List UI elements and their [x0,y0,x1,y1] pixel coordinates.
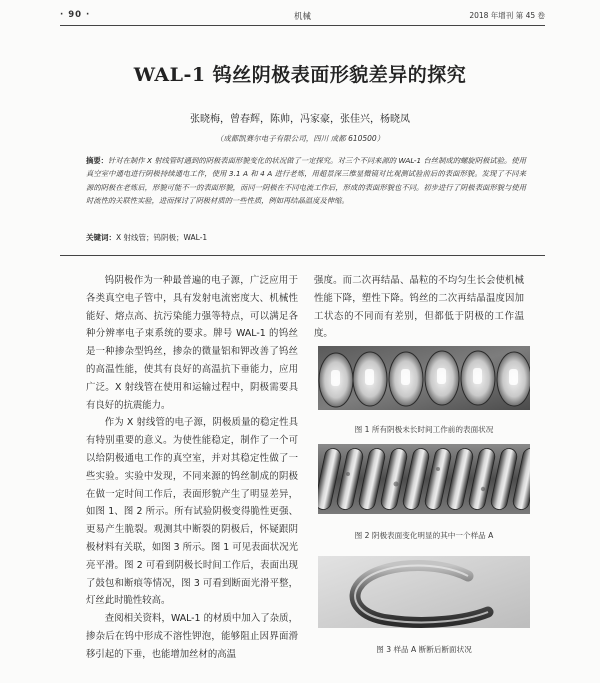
figure-1-caption: 图 1 所有阴极未长时间工作前的表面状况 [354,425,494,434]
keywords-label: 关键词： [86,233,116,242]
body-paragraph: 强度。而二次再结晶、晶粒的不均匀生长会使机械性能下降，塑性下降。钨丝的二次再结晶温度因加工状态的不同而有差别，但都低于阴极的工作温度。 [314,275,524,340]
abstract-rule [60,255,545,256]
page-header [60,8,545,24]
page-number: · 90 · [60,10,91,20]
keywords-text: X 射线管；钨阴极；WAL-1 [116,233,208,242]
abstract [86,154,526,208]
figure-3-caption: 图 3 样品 A 断断后断面状况 [376,645,472,654]
body-right-column [314,272,524,343]
author-list: 张晓梅，曾春辉，陈帅，冯家豪，张佳兴，杨晓凤 [190,114,410,125]
journal-name: 机械 [293,12,311,22]
body-paragraph: 查阅相关资料，WAL-1 的材质中加入了杂质，掺杂后在钨中形成不溶性钾泡，能够阻止因界面滑移引起的下垂，也能增加丝材的高温 [86,613,298,660]
abstract-text: 针对在制作 X 射线管时遇到的阴极表面形貌变化的状况做了一定探究。对三个不同来源的 WAL-1 台丝制成的螺旋阴极试验。使用真空室中通电进行阴极持续通电工作，使用 3.1 A 和 4 A 进行老炼，用超景深三维显微镜对比观测试验前后的表面形貌。发现了不同来源的阴极在老炼后，形貌可能不一的表面形貌，而同一阴极在不同电流工作后，形成的表面形貌也不同。初步进行了阴极表面形貌与使用时流性的关联性实验，进而探讨了阴极材质的一些性质，例如再结晶温度及伸缩。 [86,156,527,206]
paper-title: WAL-1 钨丝阴极表面形貌差异的探究 [133,64,467,86]
figure-2-caption: 图 2 阴极表面变化明显的其中一个样品 A [354,531,494,540]
body-paragraph: 钨阴极作为一种最普遍的电子源，广泛应用于各类真空电子管中，具有发射电流密度大、机械性能好、熔点高、抗污染能力强等特点，可以满足各种分辨率电子束系统的要求。牌号 WAL-1 的钨丝是一种掺杂型钨丝，掺杂的微量铝和钾改善了钨丝的高温性能，使其有良好的高温抗下垂能力，应用广泛。X 射线管在使用和运输过程中，阴极需要具有良好的抗震能力。 [86,275,298,411]
figure-1-image [318,346,530,410]
abstract-label: 摘要： [86,156,108,165]
figure-2-image [318,444,530,514]
figure-3-image [318,556,530,628]
journal-issue: 2018 年增刊 第 45 卷 [469,11,545,20]
header-rule [60,25,545,26]
body-paragraph: 作为 X 射线管的电子源，阴极质量的稳定性具有特别重要的意义。为使性能稳定，制作了一个可以给阴极通电工作的真空室，并对其稳定性做了一些实验。实验中发现，不同来源的钨丝制成的阴极在做一定时间工作后，表面形貌产生了明显差异，如图 1、图 2 所示。所有试验阴极变得脆性更强、更易产生脆裂。观测其中断裂的阴极后，怀疑跟阴极材料有关联，如图 3 所示。图 1 可见表面状况光亮平滑。图 2 可看到阴极长时间工作后，表面出现了鼓包和断痕等情况，图 3 可看到断面光滑平整，灯丝此时脆性较高。 [86,417,298,607]
keywords [86,232,526,243]
body-left-column [86,272,298,664]
affiliation: （成都凯赛尔电子有限公司，四川 成都 610500） [215,134,385,143]
